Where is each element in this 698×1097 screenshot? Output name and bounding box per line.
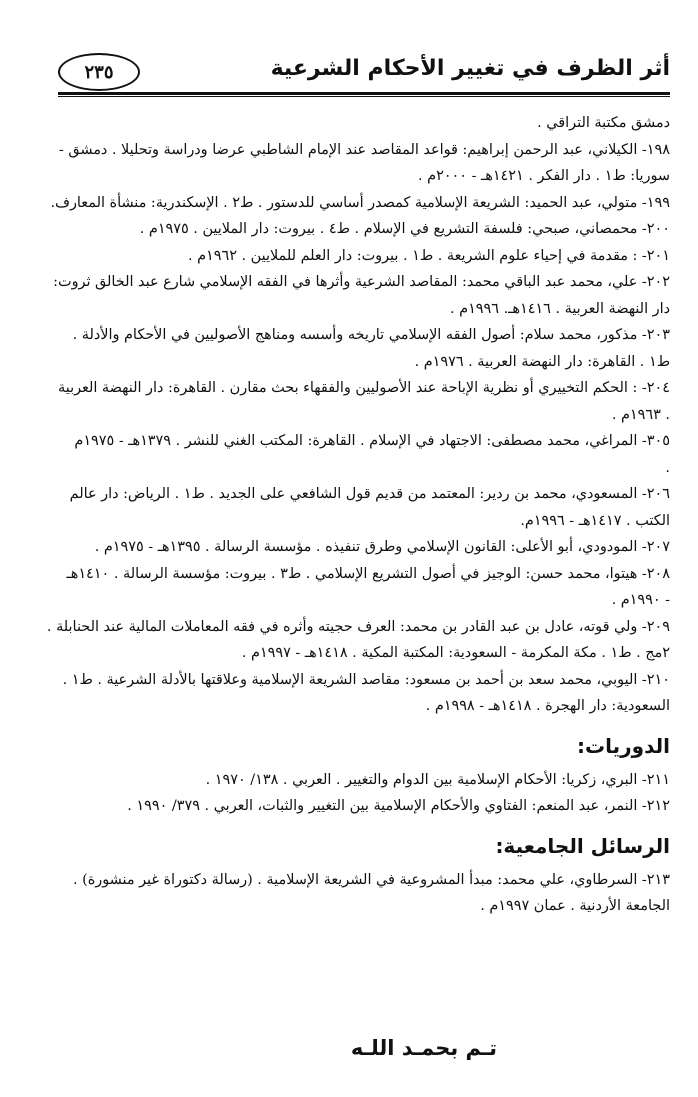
thesis-line: ٢١٣- السرطاوي، علي محمد: مبدأ المشروعية في الشريعة الإسلامية . (رسالة دكتوراة غير منشورة) . — [72, 871, 670, 888]
ref-line: الكتب . ١٤١٧هـ - ١٩٩٦م. — [520, 512, 670, 529]
periodical-line: ٢١٢- النمر، عبد المنعم: الفتاوي والأحكام الإسلامية بين التغيير والثبات، العربي . ٣٧٩/ ١٩٩٠ . — [127, 798, 670, 814]
ref-line: دار النهضة العربية . ١٤١٦هـ. ١٩٩٦م . — [450, 300, 670, 317]
ref-line: ٢٠١- : مقدمة في إحياء علوم الشريعة . ط١ . بيروت: دار العلم للملايين . ١٩٦٢م . — [187, 247, 670, 264]
bibliography — [30, 110, 670, 920]
ref-line: ١٩٨- الكيلاني، عبد الرحمن إبراهيم: قواعد المقاصد عند الإمام الشاطبي عرضا ودراسة وتحليلا . دمشق - — [58, 141, 670, 158]
page-header — [58, 50, 670, 92]
ref-line: ٢٠٧- المودودي، أبو الأعلى: القانون الإسلامي وطرق تنفيذه . مؤسسة الرسالة . ١٣٩٥هـ - ١٩٧٥م . — [94, 539, 670, 555]
periodicals-heading: الدوريات: — [577, 733, 670, 758]
theses-heading: الرسائل الجامعية: — [495, 833, 670, 858]
header-rule — [58, 92, 670, 95]
ref-line: - ١٩٩٠م . — [611, 592, 670, 608]
periodical-line: ٢١١- البري، زكريا: الأحكام الإسلامية بين الدوام والتغيير . العربي . ١٣٨/ ١٩٧٠ . — [205, 771, 670, 788]
ref-line: ٢٠٢- علي، محمد عبد الباقي محمد: المقاصد الشرعية وأثرها في الفقه الإسلامي شارع عبد الخالق ثروت: — [53, 274, 670, 290]
ref-line: ط١ . القاهرة: دار النهضة العربية . ١٩٧٦م . — [414, 353, 670, 370]
ref-line: سوريا: ط١ . دار الفكر . ١٤٢١هـ - ٢٠٠٠م . — [418, 168, 670, 184]
header-rule-thin — [58, 96, 670, 97]
ref-line: ٢٠٤- : الحكم التخييري أو نظرية الإباحة عند الأصوليين والفقهاء بحث مقارن . القاهرة: دار النهضة العربية — [58, 380, 670, 396]
ref-line: دمشق مكتبة التراقي . — [537, 115, 670, 131]
running-title: أثر الظرف في تغيير الأحكام الشرعية — [270, 56, 670, 81]
ref-line: ٢٠٠- محمصاني، صبحي: فلسفة التشريع في الإسلام . ط٤ . بيروت: دار الملايين . ١٩٧٥م . — [139, 221, 670, 237]
closing-phrase: تـم بحمـد اللـه — [350, 1036, 498, 1060]
page-number: ٢٣٥ — [58, 53, 140, 91]
thesis-line: الجامعة الأردنية . عمان ١٩٩٧م . — [480, 898, 670, 914]
ref-line: ٢٠٣- مذكور، محمد سلام: أصول الفقه الإسلامي تاريخه وأسسه ومناهج الأصوليين في الأحكام والأدلة . — [72, 327, 670, 343]
ref-line: السعودية: دار الهجرة . ١٤١٨هـ - ١٩٩٨م . — [425, 698, 670, 714]
ref-line: ٢٠٩- ولي قوته، عادل بن عبد القادر بن محمد: العرف حجيته وأثره في فقه المعاملات المالية عند الحنابلة . — [46, 618, 670, 635]
ref-line: ٣٠٥- المراغي، محمد مصطفى: الاجتهاد في الإسلام . القاهرة: المكتب الغني للنشر . ١٣٧٩هـ - ١٩٧٥م — [74, 433, 670, 449]
ref-line: ١٩٩- متولي، عبد الحميد: الشريعة الإسلامية كمصدر أساسي للدستور . ط٢ . الإسكندرية: منشأة المعارف. — [50, 194, 670, 211]
ref-line: ٢١٠- اليوبي، محمد سعد بن أحمد بن مسعود: مقاصد الشريعة الإسلامية وعلاقتها بالأدلة الشرعية . ط١ . — [62, 671, 670, 688]
ref-line: . ١٩٦٣م . — [611, 406, 670, 423]
references-list — [30, 110, 670, 720]
ref-line: ٢٠٦- المسعودي، محمد بن ردير: المعتمد من قديم قول الشافعي على الجديد . ط١ . الرياض: دار عالم — [69, 486, 670, 502]
ref-line: . — [665, 459, 670, 476]
closing-phrase-wrap — [0, 1036, 698, 1060]
ref-line: ٢٠٨- هيتوا، محمد حسن: الوجيز في أصول التشريع الإسلامي . ط٣ . بيروت: مؤسسة الرسالة . ١٤١٠هـ — [66, 565, 670, 582]
ref-line: ٢مج . ط١ . مكة المكرمة - السعودية: المكتبة المكية . ١٤١٨هـ - ١٩٩٧م . — [241, 645, 670, 661]
